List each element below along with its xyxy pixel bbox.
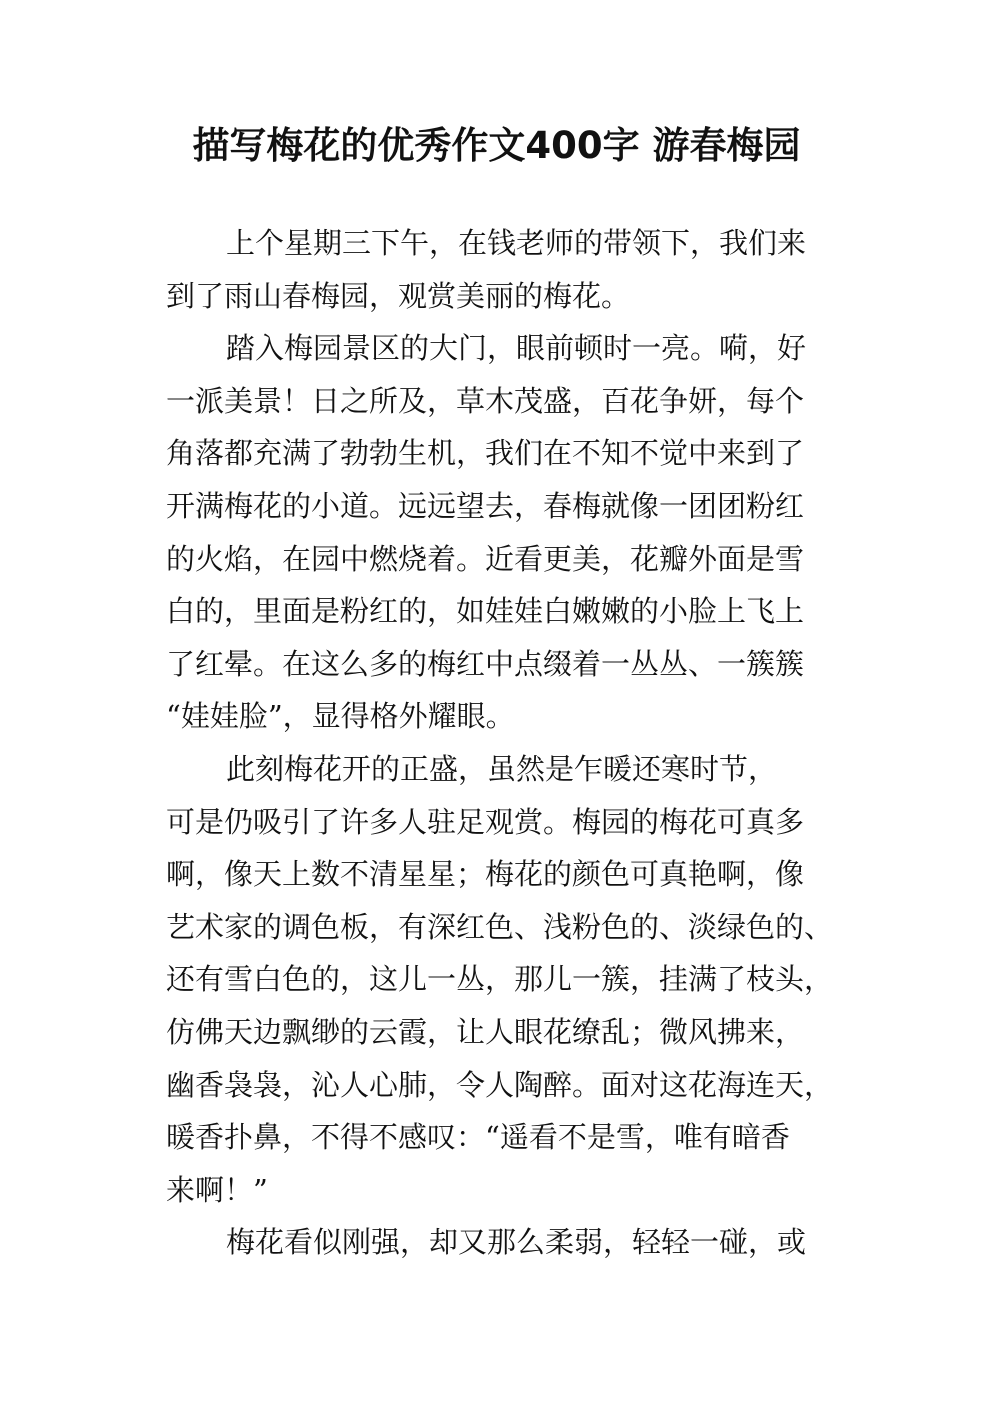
text-line: 来啊！”: [166, 1172, 268, 1207]
text-line: 角落都充满了勃勃生机，我们在不知不觉中来到了: [166, 436, 805, 471]
text-line: 此刻梅花开的正盛，虽然是乍暖还寒时节，: [226, 751, 778, 786]
text-line: 了红晕。在这么多的梅红中点缀着一丛丛、一簇簇: [166, 646, 805, 681]
text-line: 可是仍吸引了许多人驻足观赏。梅园的梅花可真多: [166, 804, 805, 839]
text-line: 艺术家的调色板，有深红色、浅粉色的、淡绿色的、: [166, 909, 834, 944]
text-line: 的火焰，在园中燃烧着。近看更美，花瓣外面是雪: [166, 541, 805, 576]
text-line: 暖香扑鼻，不得不感叹：“遥看不是雪，唯有暗香: [166, 1120, 790, 1155]
text-line: 白的，里面是粉红的，如娃娃白嫩嫩的小脸上飞上: [166, 594, 805, 629]
text-line: 踏入梅园景区的大门，眼前顿时一亮。嗬，好: [226, 331, 807, 366]
text-line: 开满梅花的小道。远远望去，春梅就像一团团粉红: [166, 488, 805, 523]
text-line: 到了雨山春梅园，观赏美丽的梅花。: [166, 278, 631, 313]
article-body: [166, 217, 846, 1269]
text-line: “娃娃脸”，显得格外耀眼。: [166, 699, 515, 734]
text-line: 上个星期三下午，在钱老师的带领下，我们来: [226, 226, 807, 260]
text-line: 幽香袅袅，沁人心肺，令人陶醉。面对这花海连天，: [166, 1067, 834, 1102]
text-line: 啊，像天上数不清星星；梅花的颜色可真艳啊，像: [166, 857, 805, 892]
text-line: 仿佛天边飘缈的云霞，让人眼花缭乱；微风拂来，: [166, 1014, 805, 1049]
text-line: 一派美景！日之所及，草木茂盛，百花争妍，每个: [166, 383, 805, 418]
text-line: 梅花看似刚强，却又那么柔弱，轻轻一碰，或: [226, 1225, 807, 1260]
text-line: 还有雪白色的，这儿一丛，那儿一簇，挂满了枝头，: [166, 962, 834, 997]
page-title: 描写梅花的优秀作文400字 游春梅园: [192, 124, 801, 167]
